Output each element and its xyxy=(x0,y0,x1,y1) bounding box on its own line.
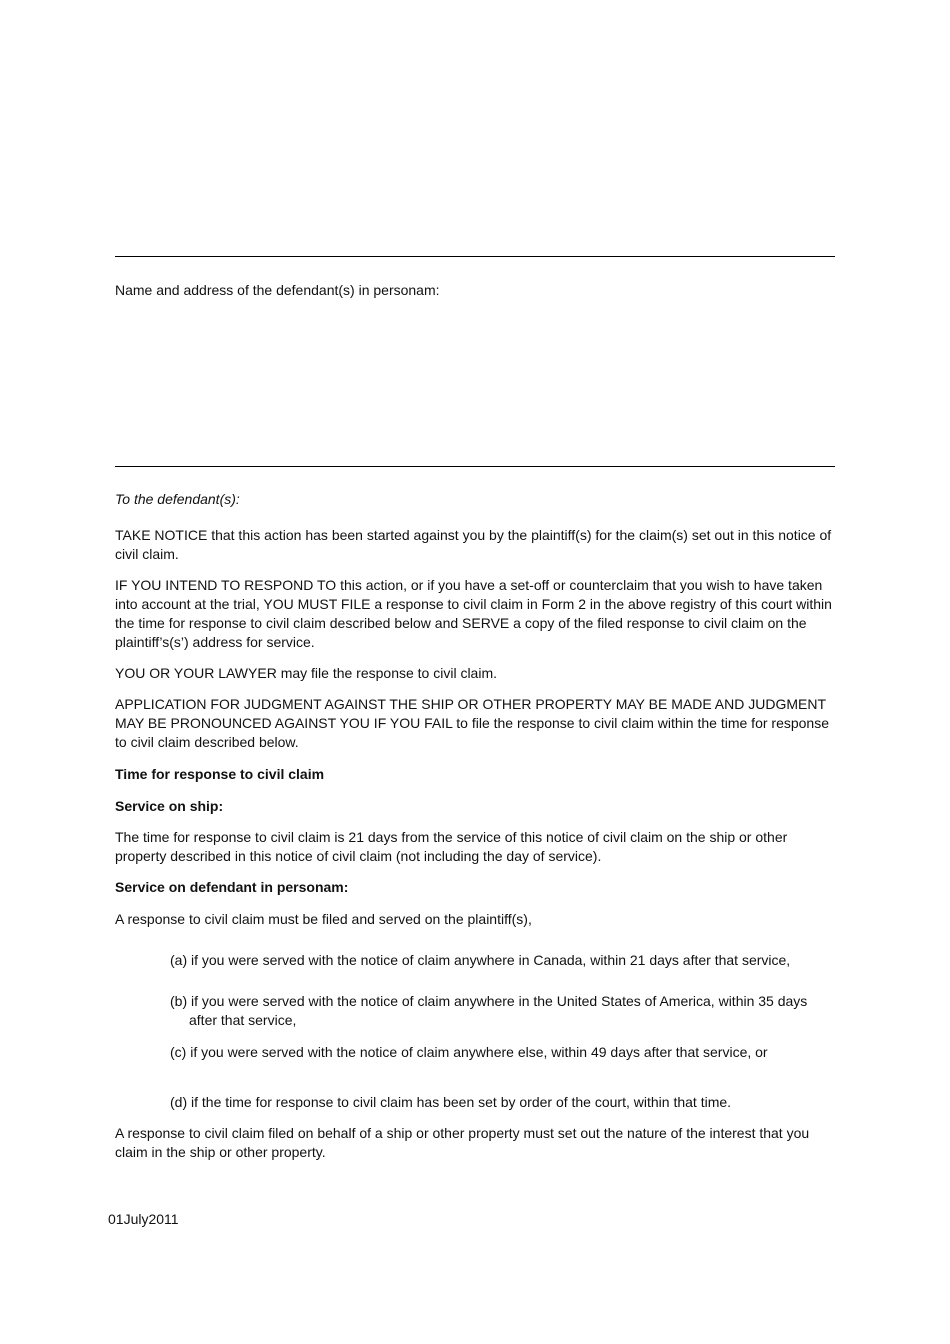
defendant-name-address-label: Name and address of the defendant(s) in personam: xyxy=(115,282,440,298)
middle-divider xyxy=(115,466,835,467)
to-defendants-heading: To the defendant(s): xyxy=(115,491,240,507)
application-judgment-paragraph: APPLICATION FOR JUDGMENT AGAINST THE SHIP OR OTHER PROPERTY MAY BE MADE AND JUDGMENT MAY BE PRONOUNCED AGAINST YOU IF YOU FAIL to file the response to civil claim within the time for response to civil claim described below. xyxy=(115,696,829,750)
top-divider xyxy=(115,256,835,257)
list-item-d: (d) if the time for response to civil claim has been set by order of the court, within that time. xyxy=(170,1094,732,1110)
list-item-b: (b) if you were served with the notice of claim anywhere in the United States of America, within 35 days after that service, xyxy=(170,993,808,1028)
list-item-c: (c) if you were served with the notice of claim anywhere else, within 49 days after that service, or xyxy=(170,1044,768,1060)
service-on-ship-heading: Service on ship: xyxy=(115,798,224,814)
service-on-ship-paragraph: The time for response to civil claim is 21 days from the service of this notice of civil claim on the ship or other property described in this notice of civil claim (not including the day of service). xyxy=(115,829,788,864)
footer-date: 01July2011 xyxy=(108,1211,179,1227)
intend-to-respond-paragraph: IF YOU INTEND TO RESPOND TO this action, or if you have a set-off or counterclaim that you wish to have taken into account at the trial, YOU MUST FILE a response to civil claim in Form 2 in the above registry of this court within the time for response to civil claim described below and SERVE a copy of the filed response to civil claim on the plaintiff’s(s’) address for service. xyxy=(115,577,832,650)
ship-interest-paragraph: A response to civil claim filed on behalf of a ship or other property must set out the nature of the interest that you claim in the ship or other property. xyxy=(115,1125,810,1160)
list-item-a: (a) if you were served with the notice of claim anywhere in Canada, within 21 days after that service, xyxy=(170,952,791,968)
lawyer-paragraph: YOU OR YOUR LAWYER may file the response to civil claim. xyxy=(115,665,497,681)
take-notice-paragraph: TAKE NOTICE that this action has been started against you by the plaintiff(s) for the claim(s) set out in this notice of civil claim. xyxy=(115,527,832,562)
service-in-personam-intro: A response to civil claim must be filed and served on the plaintiff(s), xyxy=(115,911,532,927)
service-in-personam-heading: Service on defendant in personam: xyxy=(115,879,349,895)
time-for-response-heading: Time for response to civil claim xyxy=(115,766,325,782)
